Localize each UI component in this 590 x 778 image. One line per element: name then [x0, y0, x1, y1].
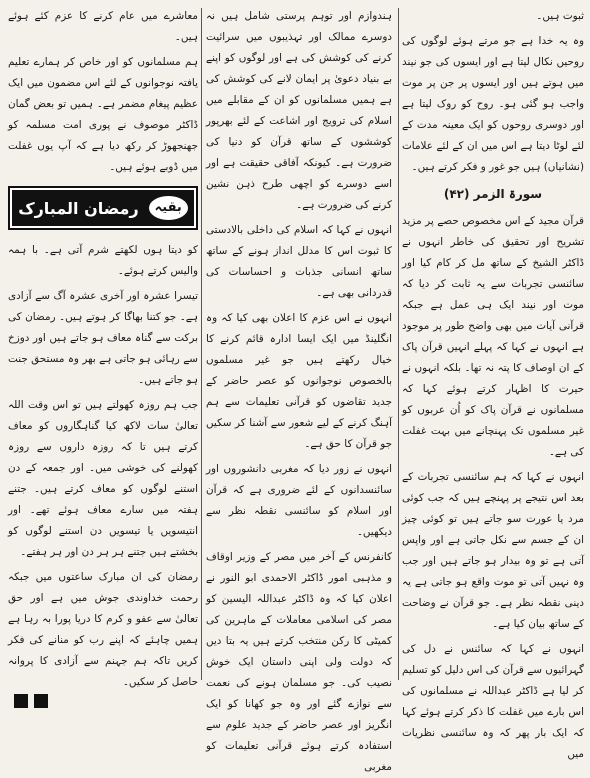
paragraph: ہم مسلمانوں کو اور خاص کر ہمارے تعلیم یافتہ نوجوانوں کے لئے اس مضمون میں ایک عظیم پیغام مضمر ہے۔ ہمیں تو بعض گمان ڈاکٹر موصوف نے پوری امت مسلمہ کو جھنجھوڑ کر رکھ دیا ہے کہ آپ یوں غفلت میں ڈوبے ہوئے ہیں۔: [8, 56, 198, 173]
paragraph: انہوں نے کہا کہ سائنس نے دل کی گہرائیوں سے قرآن کی اس دلیل کو تسلیم کر لیا ہے ڈاکٹر عبداللہ نے مسلمانوں کی اس بارے میں غفلت کا ذکر کرتے ہوئے کہا کہ ایک بار پھر کہ وہ سائنسی نظریات میں: [402, 643, 584, 760]
column-divider: [201, 8, 202, 680]
paragraph: انہوں نے زور دیا کہ مغربی دانشوروں اور سائنسدانوں کے لئے ضروری ہے کہ قرآن اور اسلام کو سائنسی نقطہ نظر سے دیکھیں۔: [206, 463, 392, 538]
paragraph: کو دیتا ہوں لکھتے شرم آتی ہے۔ با ہمہ والیس کرتے ہوئے۔: [8, 244, 198, 277]
paragraph: معاشرے میں عام کرنے کا عزم کئے ہوئے ہیں۔: [8, 10, 198, 43]
continued-badge: بقیہ: [149, 196, 188, 220]
paragraph: رمضان کی ان مبارک ساعتوں میں جبکہ رحمت خداوندی جوش میں ہے اور حق تعالیٰ سے عفو و کرم کا دریا پورا بہ رہا ہے ہمیں چاہئے کہ اپنے رب کو منانے کی فکر کریں تاکہ ہم جہنم سے آزادی کا پروانہ حاصل کر سکیں۔: [8, 571, 198, 688]
paragraph: وہ یہ خدا ہے جو مرتے ہوئے لوگوں کی روحیں نکال لیتا ہے اور ایسوں کی جو نیند میں ہوتے ہیں اور ایسوں پر جن پر موت واجب ہو گئی ہو۔ روح کو روک لیتا ہے اور دوسری روحوں کو ایک معینہ مدت کے لئے لوٹا دیتا ہے اس میں ان کے لئے علامات (نشانیاں) ہیں جو غور و فکر کرتے ہیں۔: [402, 35, 584, 173]
left-column: [8, 6, 198, 688]
surah-reference-heading: سورۃ الزمر (۴۲): [443, 187, 543, 201]
column-divider: [398, 8, 399, 680]
paragraph: انہوں نے اس عزم کا اعلان بھی کیا کہ وہ انگلینڈ میں ایک ایسا ادارہ قائم کرنے کا خیال رکھتے ہیں جو غیر مسلموں بالخصوص نوجوانوں کو عصر حاضر کے جدید تقاضوں کو قرآنی تعلیمات سے ہم آہنگ کرنے کے لیے شعور سے آشنا کر سکیں جو قرآن کا حق ہے۔: [206, 312, 392, 450]
end-square-icon: [14, 694, 28, 708]
right-column: [402, 6, 584, 760]
paragraph: انہوں نے کہا کہ اسلام کی داخلی بالادستی کا ثبوت اس کا مدلل انداز ہونے کے ساتھ ساتھ انسانی جذبات و احساسات کی قدردانی بھی ہے۔: [206, 224, 392, 299]
paragraph: ثبوت ہیں۔: [536, 10, 584, 22]
continuation-banner: [8, 186, 198, 230]
middle-column: [206, 6, 392, 773]
paragraph: انہوں نے کہا کہ ہم سائنسی تجربات کے بعد اس نتیجے پر پہنچے ہیں کہ جب کوئی مرد یا عورت سو جاتے ہیں تو کوئی چیز ان کے جسم سے نکل جاتی ہے اور واپس آتی ہے تو وہ بیدار ہو جاتے ہیں اور جب وہ نہیں آتی تو موت واقع ہو جاتی ہے یہ دینی نقطہ نظر ہے۔ جو قرآن نے وضاحت کے ساتھ بیان کیا ہے۔: [402, 471, 584, 630]
end-of-article-mark: [14, 694, 48, 708]
paragraph: تیسرا عشرہ اور آخری عشرہ آگ سے آزادی ہے۔ جو کتنا بھاگا کر ہوتے ہیں۔ رمضان کی برکت سے گناہ معاف ہو جاتے ہیں اور دوزخ سے رہائی ہو جاتی ہے بھر وہ مستحق جنت ہو جاتے ہیں۔: [8, 290, 198, 386]
paragraph: ہندوازم اور توہم پرستی شامل ہیں نہ دوسرے ممالک اور تہذیبوں میں سرائیت کرنے کی کوشش کی ہے اور لوگوں کو اپنے بے بنیاد دعویٰ پر ایمان لانے کی کوشش کی ہے ہمیں مسلمانوں کو ان کے مقابلے میں اسلام کی ترویج اور اشاعت کے لئے بھرپور کوششوں کے ساتھ قرآن کو دنیا کی ضرورت ہے۔ کیونکہ آفاقی حقیقت ہے اور اسے دوسرے کو اچھی طرح ذہن نشین کرنے کی ضرورت ہے۔: [206, 10, 392, 211]
paragraph: جب ہم روزہ کھولتے ہیں تو اس وقت اللہ تعالیٰ سات لاکھ کیا گناہگاروں کو معاف کرتے ہیں تا کہ روزہ داروں سے روزہ کھولنے کی خوشی میں۔ اور جمعہ کے دن استنے لوگوں کو معاف کرتے ہیں۔ جتنے ہفتہ میں سارے معاف ہوئے تھے۔ اور انتیسویں یا تیسویں دن استنے لوگوں کو بخشتے ہیں جتنے ہر ہر دن اور ہر ہفتے۔: [8, 399, 198, 558]
paragraph: کانفرنس کے آخر میں مصر کے وزیر اوقاف و مذہبی امور ڈاکٹر الاحمدی ابو النور نے اعلان کیا کہ وہ ڈاکٹر عبداللہ الیسین کو مصر کی اسلامی معاملات کے ماہرین کی کمیٹی کا رکن منتخب کرتے ہیں یہ بتا دیں کہ دولت ولی اپنی داستان ایک خوش نصیب کی۔ جو مسلمان ہونے کی نعمت سے نوازے گئے اور وہ جو کھانا کو ایک انگریز اور عصر حاضر کے جدید علوم سے استفادہ کرتے ہوئے قرآنی تعلیمات کو مغربی: [206, 551, 392, 773]
paragraph: قرآن مجید کے اس مخصوص حصے پر مزید تشریح اور تحقیق کی خاطر انہوں نے ڈاکٹر الشیخ کے ساتھ مل کر کام کیا اور سائنسی تجربات سے یہ ثابت کر دیا کہ موت اور نیند ایک ہی عمل ہے جبکہ قرآنی آیات میں بھی واضح طور پر موجود ہے انہوں نے کہا کہ پہلے انہیں قرآن پاک کے ان اوصاف کا پتہ نہ تھا۔ بلکہ انہوں نے حیرت کا اظہار کرتے ہوئے کہا کہ مسلمانوں نے قرآن پاک کو اُن عربوں کو غیر مسلموں تک پہنچانے میں بہت غفلت کی ہے۔: [402, 215, 584, 458]
end-square-icon: [34, 694, 48, 708]
banner-title: رمضان المبارک: [18, 198, 139, 218]
